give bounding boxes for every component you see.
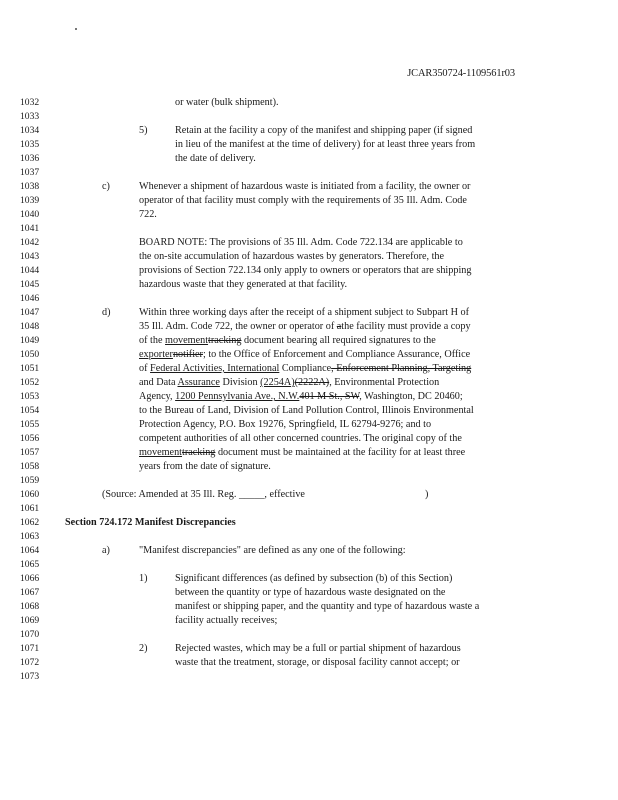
line-number: 1066 — [20, 573, 40, 584]
text-run: of — [139, 363, 151, 374]
body-line: in lieu of the manifest at the time of delivery) for at least three years from — [175, 139, 476, 150]
text-run: document bearing all required signatures to the — [241, 335, 436, 346]
inserted-text: movement — [139, 447, 183, 458]
text-run: document must be maintained at the facility for at least three — [215, 447, 466, 458]
blank-field: _____ — [238, 489, 265, 500]
line-number: 1050 — [20, 349, 40, 360]
inserted-text: Federal Activities, International — [150, 363, 280, 374]
body-line — [139, 377, 439, 388]
inserted-text: exporter — [139, 349, 173, 360]
list-marker: 1) — [139, 573, 148, 584]
line-number: 1051 — [20, 363, 40, 374]
line-number: 1041 — [20, 223, 40, 234]
line-number: 1043 — [20, 251, 40, 262]
line-number: 1052 — [20, 377, 40, 388]
line-number: 1036 — [20, 153, 40, 164]
line-number: 1044 — [20, 265, 40, 276]
body-line: years from the date of signature. — [139, 461, 271, 472]
line-number: 1056 — [20, 433, 40, 444]
inserted-text: 1200 Pennsylvania Ave., N.W. — [175, 391, 300, 402]
deleted-text: tracking — [182, 447, 216, 458]
line-number: 1040 — [20, 209, 40, 220]
deleted-text: notifier — [172, 349, 203, 360]
board-note-line: provisions of Section 722.134 only apply to owners or operators that are shipping — [139, 265, 472, 276]
scan-speck — [75, 28, 77, 30]
body-line: operator of that facility must comply with the requirements of 35 Ill. Adm. Code — [139, 195, 467, 206]
body-line: manifest or shipping paper, and the quantity and type of hazardous waste a — [175, 601, 480, 612]
body-line: Rejected wastes, which may be a full or partial shipment of hazardous — [175, 643, 461, 654]
list-marker: a) — [102, 545, 110, 556]
line-number: 1070 — [20, 629, 40, 640]
source-note — [102, 489, 305, 500]
body-line: competent authorities of all other concerned countries. The original copy of the — [139, 433, 462, 444]
source-note-close: ) — [425, 489, 429, 500]
body-line: or water (bulk shipment). — [175, 97, 279, 108]
line-number: 1048 — [20, 321, 40, 332]
body-line: to the Bureau of Land, Division of Land Pollution Control, Illinois Environmental — [139, 405, 474, 416]
deleted-text: , Enforcement Planning, Targeting — [331, 363, 472, 374]
text-run: , Environmental Protection — [329, 377, 440, 388]
body-line: waste that the treatment, storage, or disposal facility cannot accept; or — [175, 657, 460, 668]
line-number: 1054 — [20, 405, 40, 416]
line-number: 1032 — [20, 97, 40, 108]
text-run: the facility must provide a copy — [341, 321, 471, 332]
line-number: 1069 — [20, 615, 40, 626]
line-number: 1045 — [20, 279, 40, 290]
board-note-line: hazardous waste that they generated at that facility. — [139, 279, 348, 290]
line-number: 1038 — [20, 181, 40, 192]
board-note-line: the on-site accumulation of hazardous wastes by generators. Therefore, the — [139, 251, 445, 262]
text-run: , effective — [264, 489, 305, 500]
line-number: 1046 — [20, 293, 40, 304]
inserted-text: movement — [165, 335, 209, 346]
line-number: 1072 — [20, 657, 40, 668]
section-heading: Section 724.172 Manifest Discrepancies — [65, 517, 236, 528]
line-number: 1061 — [20, 503, 40, 514]
line-number: 1049 — [20, 335, 40, 346]
body-line: Retain at the facility a copy of the manifest and shipping paper (if signed — [175, 125, 473, 136]
text-run: 35 Ill. Adm. Code 722, the owner or operator of — [139, 321, 337, 332]
line-number: 1064 — [20, 545, 40, 556]
line-number: 1063 — [20, 531, 40, 542]
line-number: 1065 — [20, 559, 40, 570]
line-number: 1055 — [20, 419, 40, 430]
body-line: Whenever a shipment of hazardous waste is initiated from a facility, the owner or — [139, 181, 471, 192]
line-number: 1060 — [20, 489, 40, 500]
list-marker: 2) — [139, 643, 148, 654]
list-marker: d) — [102, 307, 111, 318]
text-run: Agency, — [139, 391, 176, 402]
inserted-text: (2254A) — [260, 377, 295, 388]
text-run: , Washington, DC 20460; — [359, 391, 463, 402]
body-line — [139, 335, 436, 346]
line-number: 1037 — [20, 167, 40, 178]
document-header-id: JCAR350724-1109561r03 — [407, 68, 515, 79]
line-number: 1053 — [20, 391, 40, 402]
line-number: 1071 — [20, 643, 40, 654]
line-number: 1042 — [20, 237, 40, 248]
line-number: 1068 — [20, 601, 40, 612]
line-number: 1058 — [20, 461, 40, 472]
text-run: ; to the Office of Enforcement and Compliance Assurance, Office — [202, 349, 471, 360]
deleted-text: 401 M St., SW — [299, 391, 360, 402]
line-number: 1067 — [20, 587, 40, 598]
body-line: Within three working days after the receipt of a shipment subject to Subpart H of — [139, 307, 470, 318]
line-number: 1057 — [20, 447, 40, 458]
list-marker: 5) — [139, 125, 148, 136]
deleted-text: (2222A) — [294, 377, 330, 388]
line-number: 1047 — [20, 307, 40, 318]
text-run: of the — [139, 335, 166, 346]
line-number: 1035 — [20, 139, 40, 150]
body-line — [139, 321, 471, 332]
line-number: 1059 — [20, 475, 40, 486]
text-run: (Source: Amended at 35 Ill. Reg. — [102, 489, 239, 500]
body-line: the date of delivery. — [175, 153, 256, 164]
inserted-text: Assurance — [177, 377, 220, 388]
line-number: 1034 — [20, 125, 40, 136]
line-number: 1039 — [20, 195, 40, 206]
line-number: 1033 — [20, 111, 40, 122]
text-run: and Data — [139, 377, 178, 388]
body-line: Protection Agency, P.O. Box 19276, Springfield, IL 62794-9276; and to — [139, 419, 432, 430]
body-line: facility actually receives; — [175, 615, 278, 626]
board-note-line: BOARD NOTE: The provisions of 35 Ill. Adm. Code 722.134 are applicable to — [139, 237, 463, 248]
body-line — [139, 349, 470, 360]
body-line — [139, 391, 463, 402]
text-run: Compliance — [279, 363, 332, 374]
line-number: 1062 — [20, 517, 40, 528]
body-line — [139, 447, 465, 458]
body-line: Significant differences (as defined by subsection (b) of this Section) — [175, 573, 453, 584]
line-number: 1073 — [20, 671, 40, 682]
list-marker: c) — [102, 181, 110, 192]
deleted-text: tracking — [208, 335, 242, 346]
deleted-text: a — [336, 321, 342, 332]
text-run: Division — [219, 377, 261, 388]
body-line: between the quantity or type of hazardous waste designated on the — [175, 587, 446, 598]
body-line: "Manifest discrepancies" are defined as any one of the following: — [139, 545, 406, 556]
body-line: 722. — [139, 209, 157, 220]
body-line — [139, 363, 471, 374]
